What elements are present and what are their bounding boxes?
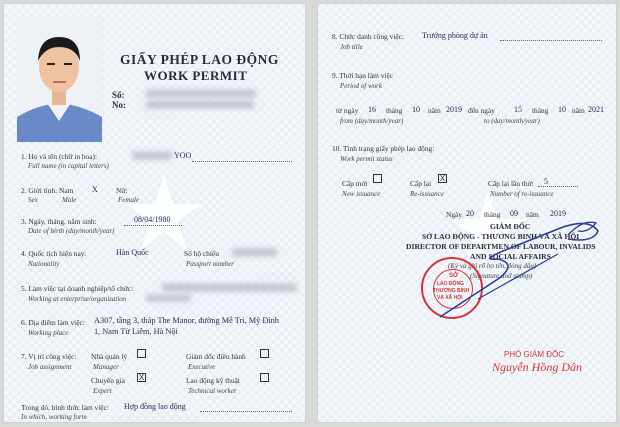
to-label-vi: đến ngày [468, 106, 495, 115]
dob-value: 08/04/1980 [134, 215, 171, 224]
to-year: 2021 [588, 105, 604, 114]
period-label-vi: 9. Thời hạn làm việc [332, 71, 394, 80]
status-label-vi: 10. Tình trạng giấy phép lao động: [332, 144, 435, 153]
stamp-text-mid1: LAO ĐỘNG [437, 281, 464, 287]
sign-month: 09 [510, 209, 518, 218]
sign-date-prefix: Ngày [446, 210, 463, 219]
reissuance-checkbox: X [439, 174, 446, 183]
form-dotline [200, 411, 292, 412]
permit-title-en: WORK PERMIT [144, 68, 248, 83]
org-name-redacted [162, 283, 297, 292]
status-label-en: Work permit status [340, 155, 393, 163]
sign-year-label: năm [526, 210, 539, 219]
address-line2: 1, Nam Từ Liêm, Hà Nội [94, 327, 178, 336]
stamp-text-mid2: THƯƠNG BINH [433, 288, 470, 294]
sign-year: 2019 [550, 209, 566, 218]
technical-label-vi: Lao động kỹ thuật [186, 376, 240, 385]
org-label-vi: 5. Làm việc tại doanh nghiệp/tổ chức: [21, 284, 134, 293]
sex-label-vi: 2. Giới tính: Nam [21, 186, 74, 195]
name-redacted [132, 151, 172, 160]
sex-male-mark: X [92, 185, 98, 194]
from-day: 16 [368, 105, 376, 114]
form-label-en: In which, working form [21, 413, 87, 421]
executive-label-vi: Giám đốc điều hành [186, 352, 246, 361]
passport-label-vi: Số hộ chiếu [184, 249, 219, 258]
to-month: 10 [558, 105, 566, 114]
passport-number-redacted [232, 248, 277, 257]
position-label-en: Job assignment [28, 363, 72, 371]
holder-photo [17, 17, 102, 142]
so-label: Số: [112, 90, 125, 100]
new-issuance-label-en: New issuance [342, 190, 381, 198]
from-month: 10 [412, 105, 420, 114]
name-value-visible: YOO [174, 151, 192, 160]
period-label-en: Period of work [340, 82, 382, 90]
address-label-vi: 6. Địa điểm làm việc: [21, 318, 85, 327]
new-issuance-label-vi: Cấp mới [342, 179, 368, 188]
name-label-en: Full name (in capital letters) [28, 162, 109, 170]
no-label: No: [112, 100, 126, 110]
executive-checkbox [260, 349, 269, 358]
nationality-value: Hàn Quốc [116, 248, 149, 257]
sign-day: 20 [466, 209, 474, 218]
job-title-value: Trưởng phòng dự án [422, 31, 488, 40]
sign-note-en: (Signature and stamp) [470, 272, 533, 280]
work-permit-left-page [3, 3, 306, 423]
work-permit-right-page [317, 3, 617, 423]
reissuance-times-value: 5 [544, 177, 548, 186]
male-label-en: Male [62, 196, 77, 204]
job-title-label-en: Job title [340, 43, 363, 51]
form-label-vi: Trong đó, hình thức làm việc: [21, 403, 109, 412]
address-line1: A307, tầng 3, tháp The Manor, đường Mễ Trì, Mỹ Đình [94, 316, 279, 325]
from-label-vi: từ ngày [336, 106, 359, 115]
technical-checkbox [260, 373, 269, 382]
from-label-en: from (day/month/year) [340, 117, 404, 125]
to-year-label: năm [572, 106, 585, 115]
watermark-star-icon [124, 174, 204, 254]
reissuance-times-label-vi: Cấp lại lần thứ: [488, 179, 534, 188]
permit-number-en-redacted [146, 100, 254, 109]
dob-dotline [124, 225, 182, 226]
deputy-title: PHÓ GIÁM ĐỐC [504, 350, 565, 359]
passport-label-en: Passport number [186, 260, 235, 268]
reissuance-times-label-en: Number of re-issuance [490, 190, 554, 198]
technical-label-en: Technical worker [188, 387, 237, 395]
from-year-label: năm [428, 106, 441, 115]
to-month-label: tháng [532, 106, 549, 115]
expert-checkbox: X [138, 373, 145, 382]
org-name-line2-redacted [146, 294, 191, 302]
from-year: 2019 [446, 105, 462, 114]
manager-label-vi: Nhà quản lý [91, 352, 128, 361]
manager-label-en: Manager [93, 363, 119, 371]
nationality-label-vi: 4. Quốc tịch hiện nay: [21, 249, 87, 258]
to-label-en: to (day/month/year) [484, 117, 540, 125]
dept-line2: DIRECTOR OF DEPARTMEN OF LABOUR, INVALIDS [406, 242, 596, 251]
name-label-vi: 1. Họ và tên (chữ in hoa): [21, 152, 98, 161]
stamp-text-top: SỞ [449, 273, 459, 279]
from-month-label: tháng [386, 106, 403, 115]
sign-note-vi: (Ký và ghi rõ họ tên, đóng dấu) [448, 262, 537, 270]
job-title-dotline [500, 40, 602, 41]
dept-line1: SỞ LAO ĐỘNG - THƯƠNG BINH VÀ XÃ HỘI [422, 232, 580, 241]
job-title-label-vi: 8. Chức danh công việc: [332, 32, 404, 41]
reissuance-label-en: Re-issuance [410, 190, 444, 198]
nationality-label-en: Nationality [28, 260, 60, 268]
permit-title-vi: GIẤY PHÉP LAO ĐỘNG [120, 52, 279, 67]
reissuance-dotline [538, 186, 578, 187]
form-value: Hợp đồng lao động [124, 402, 186, 411]
female-label-en: Female [118, 196, 139, 204]
dob-label-en: Date of birth (day/month/year) [28, 227, 115, 235]
signer-name: Nguyễn Hồng Dân [492, 360, 582, 374]
permit-number-redacted [146, 89, 256, 98]
address-label-en: Working place [28, 329, 69, 337]
director-signature [438, 209, 608, 319]
to-day: 15 [514, 105, 522, 114]
reissuance-label-vi: Cấp lại [410, 179, 432, 188]
position-label-vi: 7. Vị trí công việc: [21, 352, 77, 361]
dept-line3: AND SOCIAL AFFAIRS [470, 252, 551, 261]
expert-label-vi: Chuyên gia [91, 376, 125, 385]
stamp-text-bot: VÀ XÃ HỘI [437, 295, 463, 301]
director-label: GIÁM ĐỐC [490, 222, 531, 231]
name-dotline [192, 161, 292, 162]
dob-label-vi: 3. Ngày, tháng, năm sinh: [21, 217, 97, 226]
sex-female-label-vi: Nữ: [116, 186, 128, 195]
executive-label-en: Executive [188, 363, 216, 371]
manager-checkbox [137, 349, 146, 358]
expert-label-en: Expert [93, 387, 112, 395]
sex-label-en: Sex [28, 196, 38, 204]
org-label-en: Working at enterprise/organization [28, 295, 127, 303]
sign-month-label: tháng [484, 210, 501, 219]
new-issuance-checkbox [373, 174, 382, 183]
